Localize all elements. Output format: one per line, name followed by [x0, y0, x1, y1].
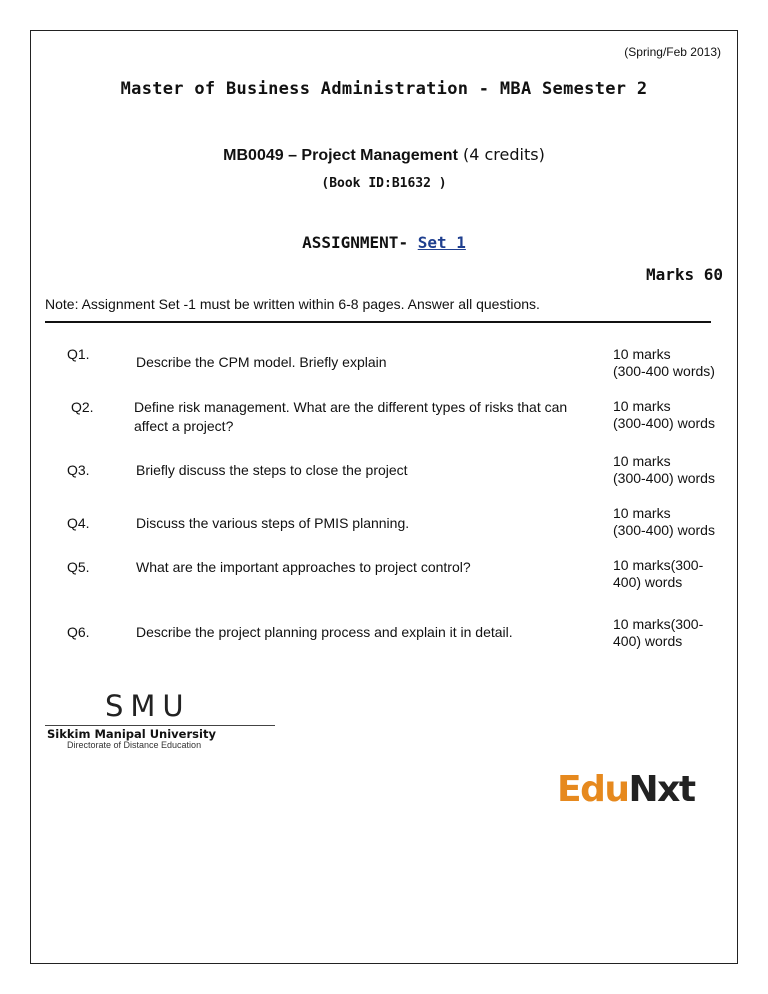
- course-code: MB0049 – Project Management: [223, 147, 458, 164]
- question-marks: [613, 557, 725, 591]
- marks-text: 10 marks(300- 400) words: [613, 557, 704, 590]
- assignment-page: [30, 30, 738, 964]
- smu-subtitle: Directorate of Distance Education: [67, 740, 202, 750]
- question-marks: [613, 505, 725, 539]
- question-text: Define risk management. What are the different types of risks that can affect a project?: [134, 399, 568, 434]
- assignment-heading: [31, 233, 737, 252]
- question-marks: [613, 346, 725, 380]
- question-text: Describe the project planning process and explain it in detail.: [136, 624, 513, 640]
- assignment-note: Note: Assignment Set -1 must be written within 6-8 pages. Answer all questions.: [45, 296, 540, 312]
- question-marks: [613, 398, 725, 432]
- marks-text: 10 marks (300-400) words: [613, 453, 715, 486]
- question-number: Q3.: [67, 462, 90, 478]
- assignment-set-link[interactable]: Set 1: [417, 233, 466, 252]
- edunext-logo: [557, 769, 695, 810]
- session-label: (Spring/Feb 2013): [624, 45, 721, 59]
- marks-text: 10 marks(300- 400) words: [613, 616, 704, 649]
- marks-text: 10 marks (300-400) words: [613, 398, 715, 431]
- smu-name: Sikkim Manipal University: [47, 727, 216, 741]
- question-number: Q6.: [67, 624, 90, 640]
- question-marks: [613, 453, 725, 487]
- question-number: Q5.: [67, 559, 90, 575]
- total-marks: Marks 60: [645, 265, 723, 284]
- question-number: Q2.: [71, 399, 94, 415]
- question-text: Describe the CPM model. Briefly explain: [136, 354, 387, 370]
- smu-logo: [45, 689, 279, 751]
- smu-logo-line: [45, 725, 275, 726]
- divider: [45, 321, 711, 323]
- program-title: Master of Business Administration - MBA Semester 2: [120, 79, 648, 99]
- marks-text: 10 marks (300-400) words: [613, 505, 715, 538]
- smu-abbr: SMU: [105, 689, 191, 723]
- question-text: Discuss the various steps of PMIS planning.: [136, 515, 410, 531]
- question-number: Q1.: [67, 346, 90, 362]
- book-id: (Book ID:B1632 ): [321, 176, 447, 191]
- edunext-logo-part2: Nxt: [628, 769, 695, 810]
- assignment-label: ASSIGNMENT-: [302, 233, 418, 252]
- question-number: Q4.: [67, 515, 90, 531]
- question-text: What are the important approaches to project control?: [136, 559, 471, 575]
- marks-text: 10 marks (300-400 words): [613, 346, 715, 379]
- question-text: Briefly discuss the steps to close the project: [136, 462, 408, 478]
- course-title: [31, 145, 737, 165]
- question-marks: [613, 616, 725, 650]
- edunext-logo-part1: Edu: [557, 769, 629, 810]
- course-credits: (4 credits): [457, 145, 545, 164]
